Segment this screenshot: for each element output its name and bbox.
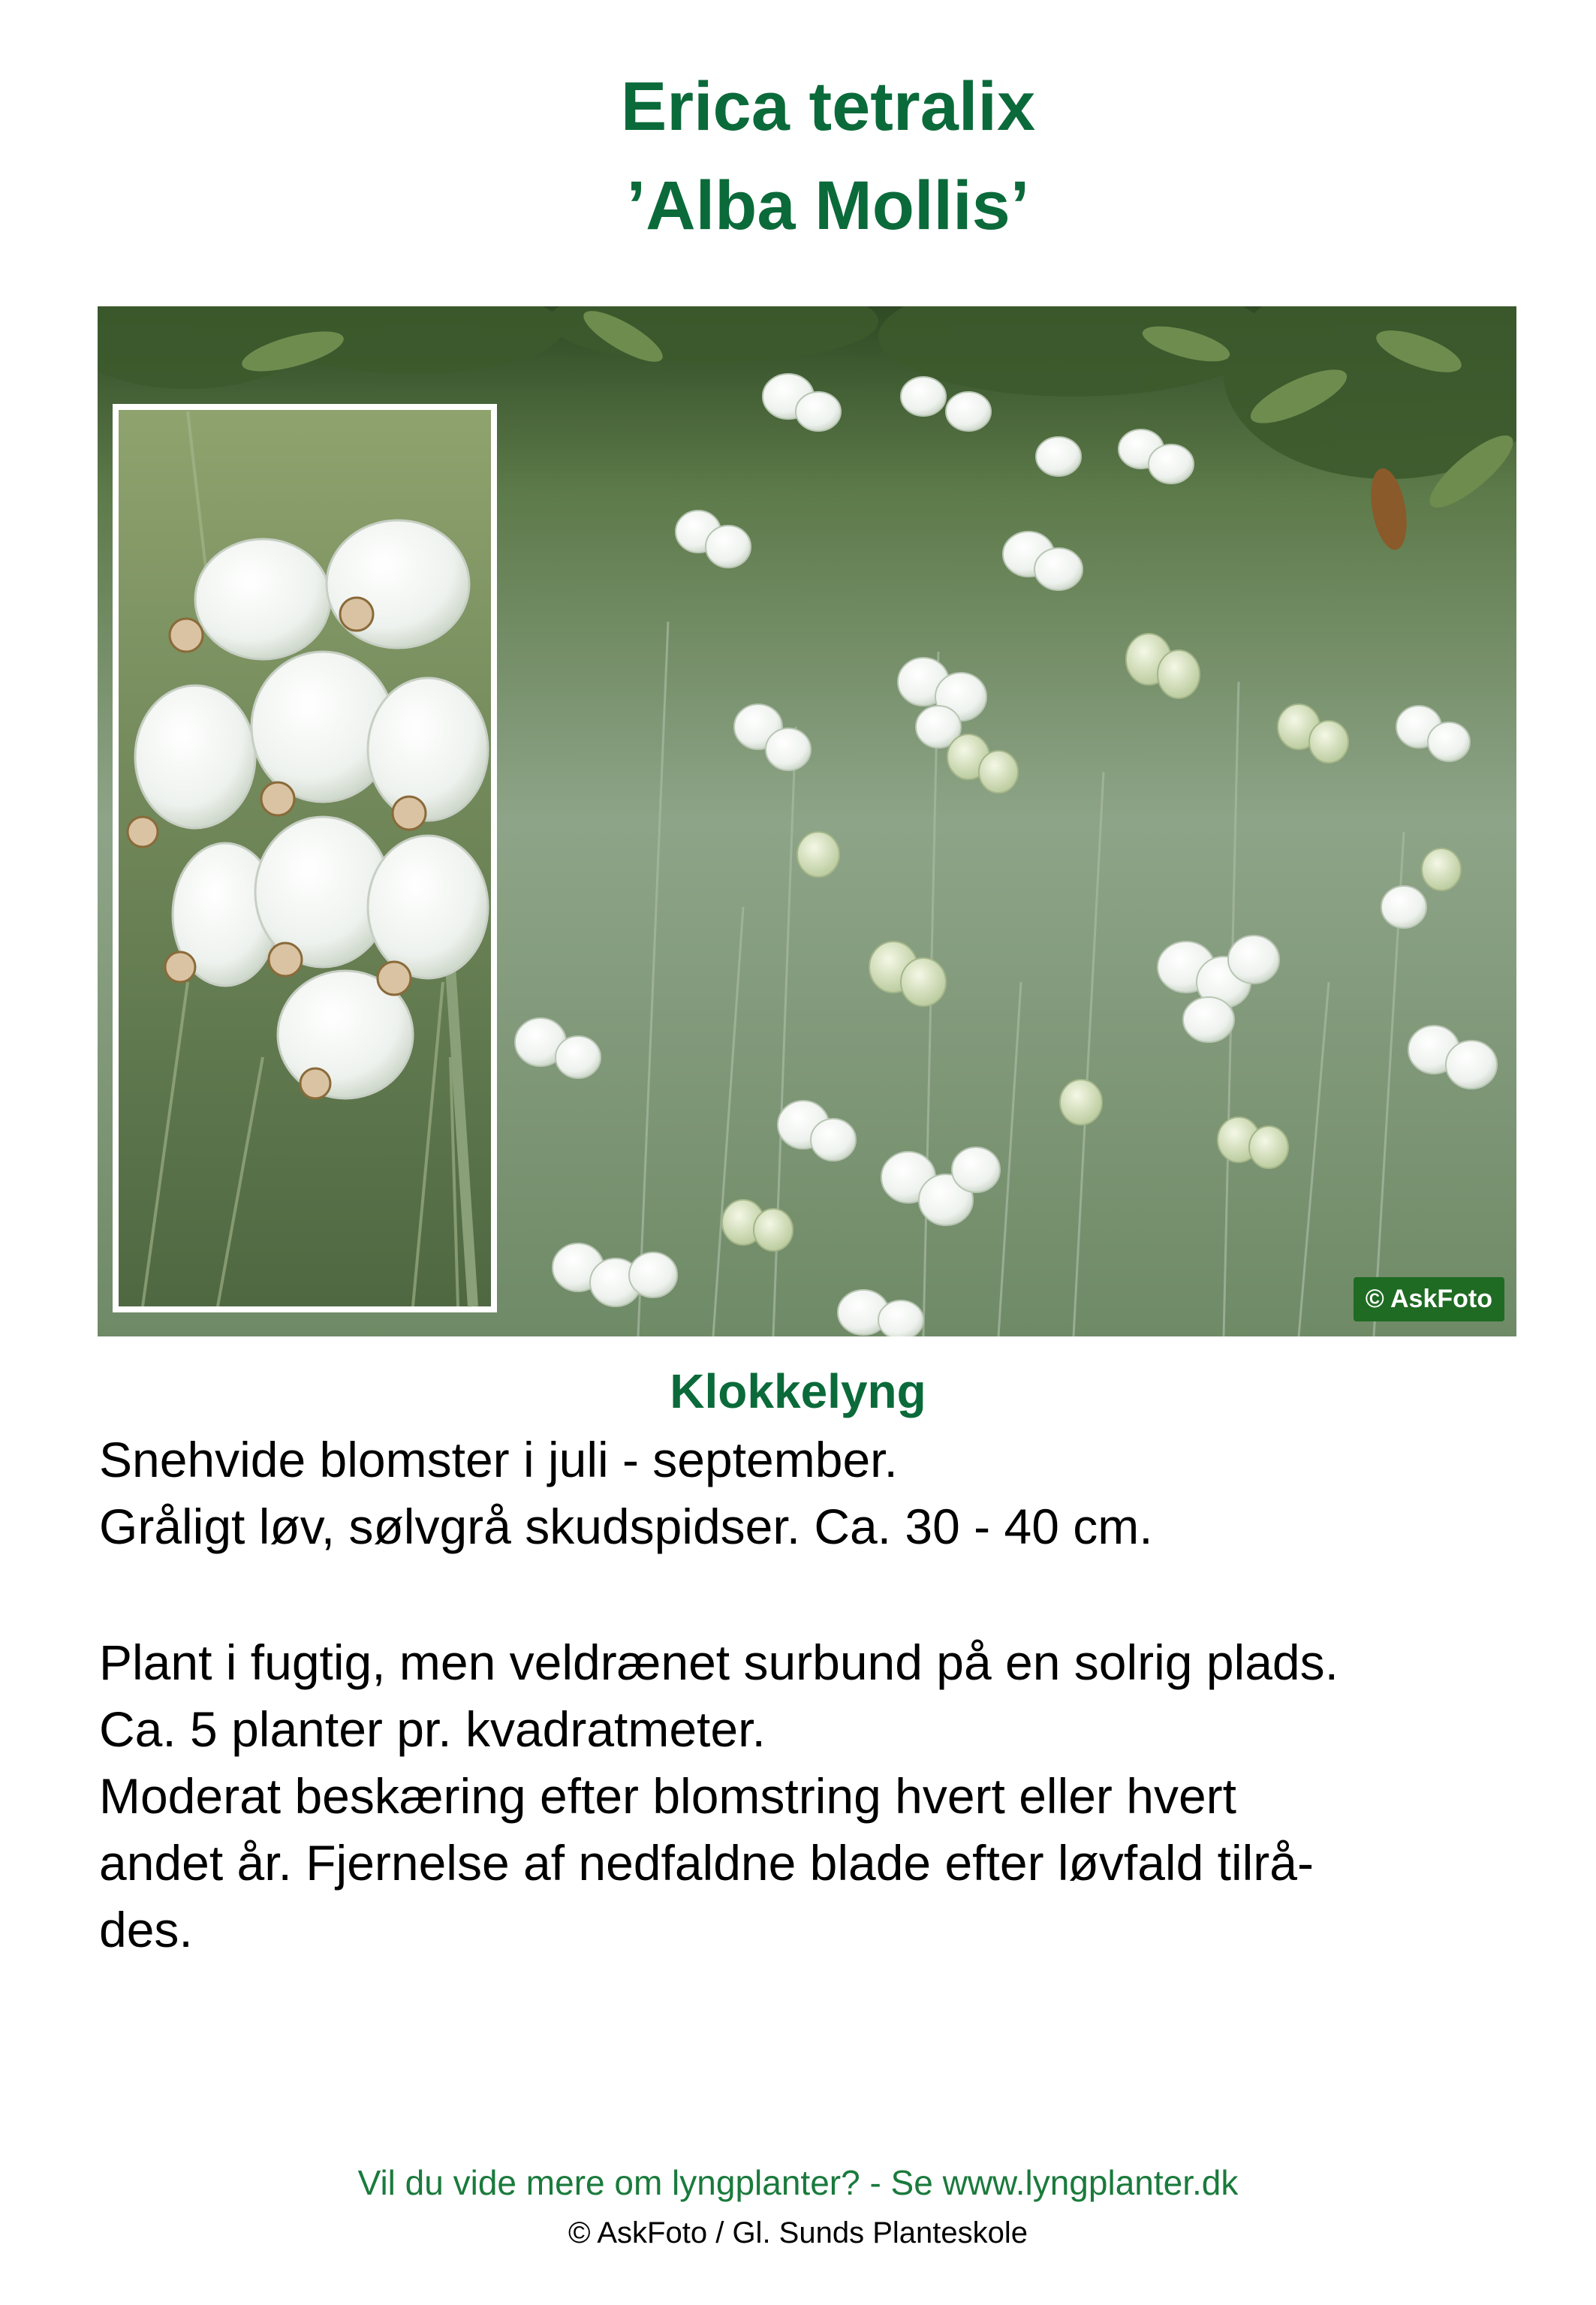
cultivar-name: ’Alba Mollis’ [626, 167, 1030, 244]
description-paragraph-1 [99, 1427, 1510, 1560]
plant-photo [98, 306, 1516, 1336]
description-line: Plant i fugtig, men veldrænet surbund på en solrig plads. [99, 1635, 1339, 1690]
description-line: des. [99, 1902, 193, 1957]
description-line: Gråligt løv, sølvgrå skudspidser. Ca. 30 - 40 cm. [99, 1499, 1153, 1554]
photo-watermark: © AskFoto [1354, 1277, 1504, 1321]
description-line: Snehvide blomster i juli - september. [99, 1432, 898, 1487]
description-line: Moderat beskæring efter blomstring hvert eller hvert [99, 1768, 1236, 1824]
description-paragraph-2 [99, 1629, 1510, 1963]
plant-title: Erica tetralix [620, 68, 1036, 145]
common-name: Klokkelyng [670, 1364, 926, 1418]
footer-copyright: © AskFoto / Gl. Sunds Planteskole [568, 2216, 1028, 2249]
plant-photo-graphic [98, 306, 1516, 1336]
footer-website-link[interactable]: Vil du vide mere om lyngplanter? - Se www.lyngplanter.dk [357, 2163, 1239, 2202]
description-line: Ca. 5 planter pr. kvadratmeter. [99, 1701, 766, 1757]
description-line: andet år. Fjernelse af nedfaldne blade efter løvfald tilrå- [99, 1835, 1314, 1891]
